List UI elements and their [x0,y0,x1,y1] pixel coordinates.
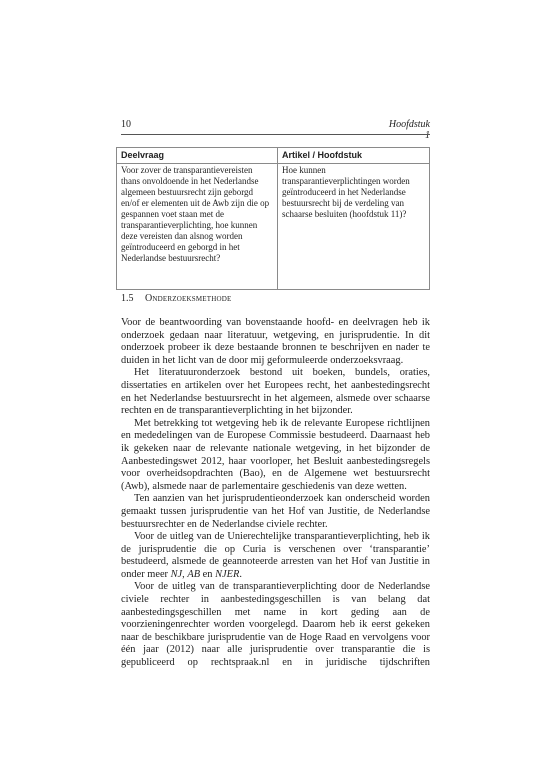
column-header-deelvraag: Deelvraag [117,148,278,164]
paragraph: Met betrekking tot wetgeving heb ik de relevante Europese richtlijnen en mededelingen van de Europese Commissie bestudeerd. Daarnaast heb ik gekeken naar de relevante nationale wetgeving, in het bijzonder de Aanbestedingswet 2012, haar voorloper, het Besluit aanbestedingsregels voor overheidsopdrachten (Bao), en de Algemene wet bestuursrecht (Awb), alsmede naar de parlementaire geschiedenis van deze wetten. [121,417,430,492]
body-text [121,317,430,670]
table-cell-question: Voor zover de transparantievereisten thans onvoldoende in het Nederlandse algemeen bestuursrecht zijn geborgd en/of er elementen uit de Awb zijn die op gespannen voet staan met de transparantieverplichting, hoe kunnen deze vereisten dan alsnog worden geïntroduceerd en geborgd in het Nederlandse bestuursrecht? [117,164,278,290]
table-header-row [117,148,430,164]
paragraph: Voor de uitleg van de transparantieverplichting door de Nederlandse civiele rechter in aanbestedingsgeschillen is van belang dat aanbestedingsgeschillen met name in kort geding aan de voorzieningenrechter worden voorgelegd. Daarom heb ik eerst gekeken naar de beschikbare jurisprudentie van de Hoge Raad en vervolgens voor één jaar (2012) naar alle jurisprudentie over transparantie die is gepubliceerd op rechtspraak.nl en in juridische tijdschriften [121,581,430,669]
journal-abbreviation-nj: NJ [170,568,183,580]
conjunction-text: en [200,568,216,580]
paragraph: Het literatuuronderzoek bestond uit boeken, bundels, oraties, dissertaties en artikelen over het Europees recht, het aanbestedingsrecht en het Nederlandse bestuursrecht in het algemeen, alsmede over schaarse rechten en de transparantieverplichting in het bijzonder. [121,367,430,417]
sentence-end: . [239,568,242,580]
table-row [117,164,430,290]
header-rule [121,134,430,135]
paragraph [121,531,430,581]
page-number: 10 [121,119,131,130]
table-cell-article: Hoe kunnen transparantieverplichtingen worden geïntroduceerd in het Nederlandse bestuursrecht bij de verdeling van schaarse besluiten (hoofdstuk 11)? [278,164,430,290]
section-heading [121,293,231,304]
paragraph-text: Voor de uitleg van de Unierechtelijke transparantieverplichting, heb ik de jurisprudentie die op Curia is verschenen over ‘transparantie’ bestudeerd, alsmede de geannoteerde arresten van het Hof van Justitie in onder meer [121,531,430,580]
column-header-artikel: Artikel / Hoofdstuk [278,148,430,164]
journal-abbreviation-ab: AB [187,568,201,580]
journal-abbreviation-njer: NJER [215,568,240,580]
paragraph: Voor de beantwoording van bovenstaande hoofd- en deelvragen heb ik onderzoek gedaan naar literatuur, wetgeving, en jurisprudentie. In dit onderzoek probeer ik deze bestaande bronnen te beschrijven en nader te duiden in het licht van de door mij geformuleerde onderzoeksvraag. [121,317,430,366]
section-title: Onderzoeksmethode [145,293,232,304]
section-number: 1.5 [121,293,134,304]
separator-text: , [182,568,188,580]
research-question-table [116,147,430,290]
running-head-chapter: Hoofdstuk 1 [388,119,430,141]
paragraph: Ten aanzien van het jurisprudentieonderzoek kan onderscheid worden gemaakt tussen jurisprudentie van het Hof van Justitie, de Nederlandse bestuursrechter en de Nederlandse civiele rechter. [121,493,430,530]
